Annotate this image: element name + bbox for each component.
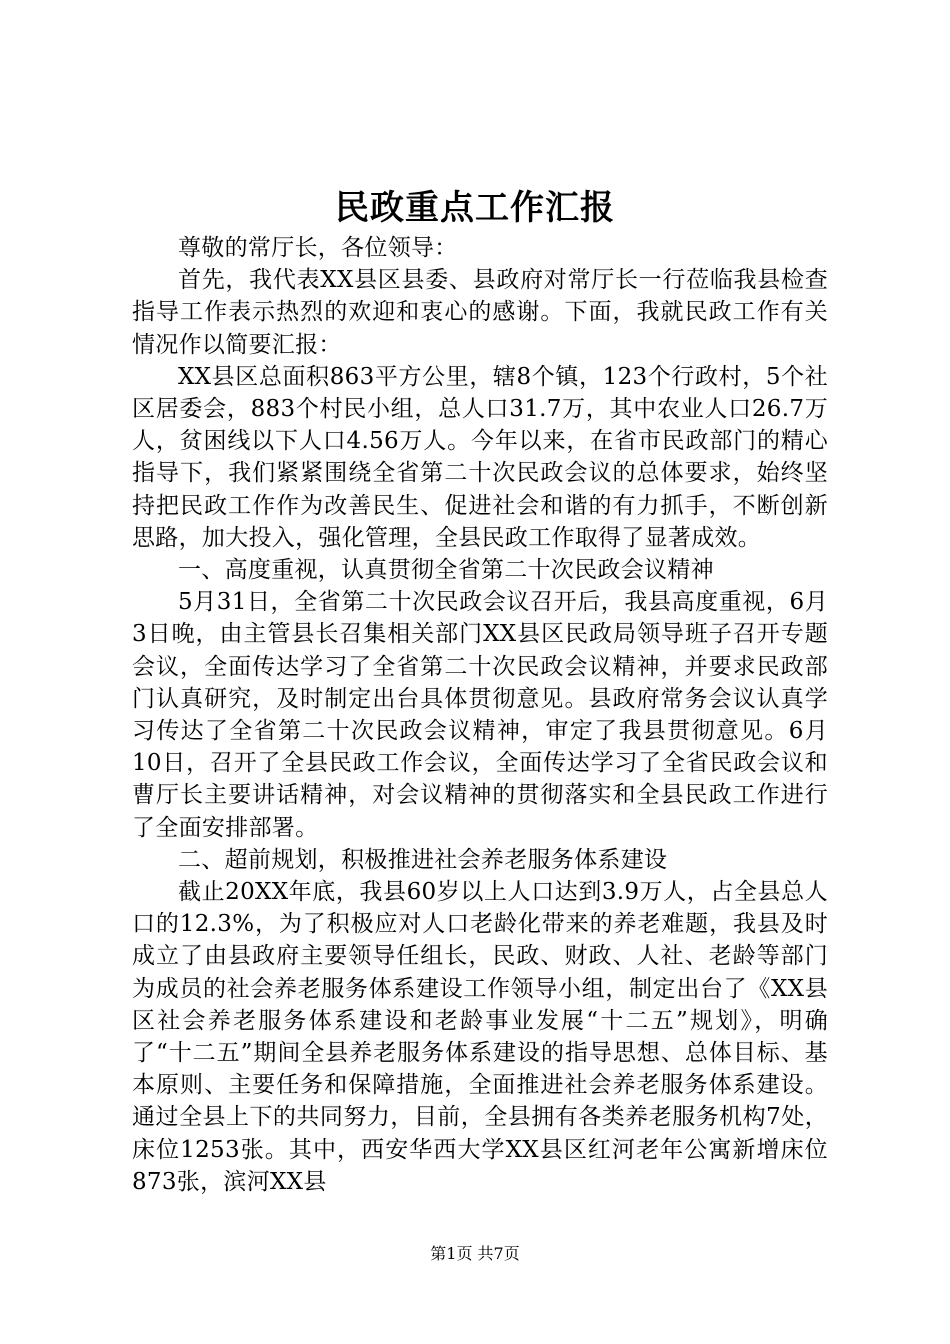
overview-paragraph: XX县区总面积863平方公里，辖8个镇，123个行政村，5个社区居委会，883个村民小组，总人口31.7万，其中农业人口26.7万人，贫困线以下人口4.56万人。今年以来，在省市民政部门的精心指导下，我们紧紧围绕全省第二十次民政会议的总体要求，始终坚持把民政工作作为改善民生、促进社会和谐的有力抓手，不断创新思路，加大投入，强化管理，全县民政工作取得了显著成效。 xyxy=(132,363,828,551)
intro-paragraph: 首先，我代表XX县区县委、县政府对常厅长一行莅临我县检查指导工作表示热烈的欢迎和衷心的感谢。下面，我就民政工作有关情况作以简要汇报： xyxy=(132,267,828,358)
salutation-paragraph: 尊敬的常厅长，各位领导： xyxy=(178,235,458,261)
section-1-paragraph: 5月31日，全省第二十次民政会议召开后，我县高度重视，6月3日晚，由主管县长召集相关部门XX县区民政局领导班子召开专题会议，全面传达学习了全省第二十次民政会议精神，并要求民政部门认真研究，及时制定出台具体贯彻意见。县政府常务会议认真学习传达了全省第二十次民政会议精神，审定了我县贯彻意见。6月10日，召开了全县民政工作会议，全面传达学习了全省民政会议和曹厅长主要讲话精神，对会议精神的贯彻落实和全县民政工作进行了全面安排部署。 xyxy=(132,589,828,841)
document-body xyxy=(132,232,828,1198)
document-title: 民政重点工作汇报 xyxy=(335,188,615,228)
section-2-paragraph: 截止20XX年底，我县60岁以上人口达到3.9万人，占全县总人口的12.3%，为了积极应对人口老龄化带来的养老难题，我县及时成立了由县政府主要领导任组长，民政、财政、人社、老龄等部门为成员的社会养老服务体系建设工作领导小组，制定出台了《XX县区社会养老服务体系建设和老龄事业发展“十二五”规划》，明确了“十二五”期间全县养老服务体系建设的指导思想、总体目标、基本原则、主要任务和保障措施，全面推进社会养老服务体系建设。通过全县上下的共同努力，目前，全县拥有各类养老服务机构7处，床位1253张。其中，西安华西大学XX县区红河老年公寓新增床位873张，滨河XX县 xyxy=(132,879,828,1195)
section-heading-1: 一、高度重视，认真贯彻全省第二十次民政会议精神 xyxy=(178,557,714,584)
section-heading-2: 二、超前规划，积极推进社会养老服务体系建设 xyxy=(178,846,668,873)
page-number-footer: 第1页 共7页 xyxy=(430,1244,520,1263)
